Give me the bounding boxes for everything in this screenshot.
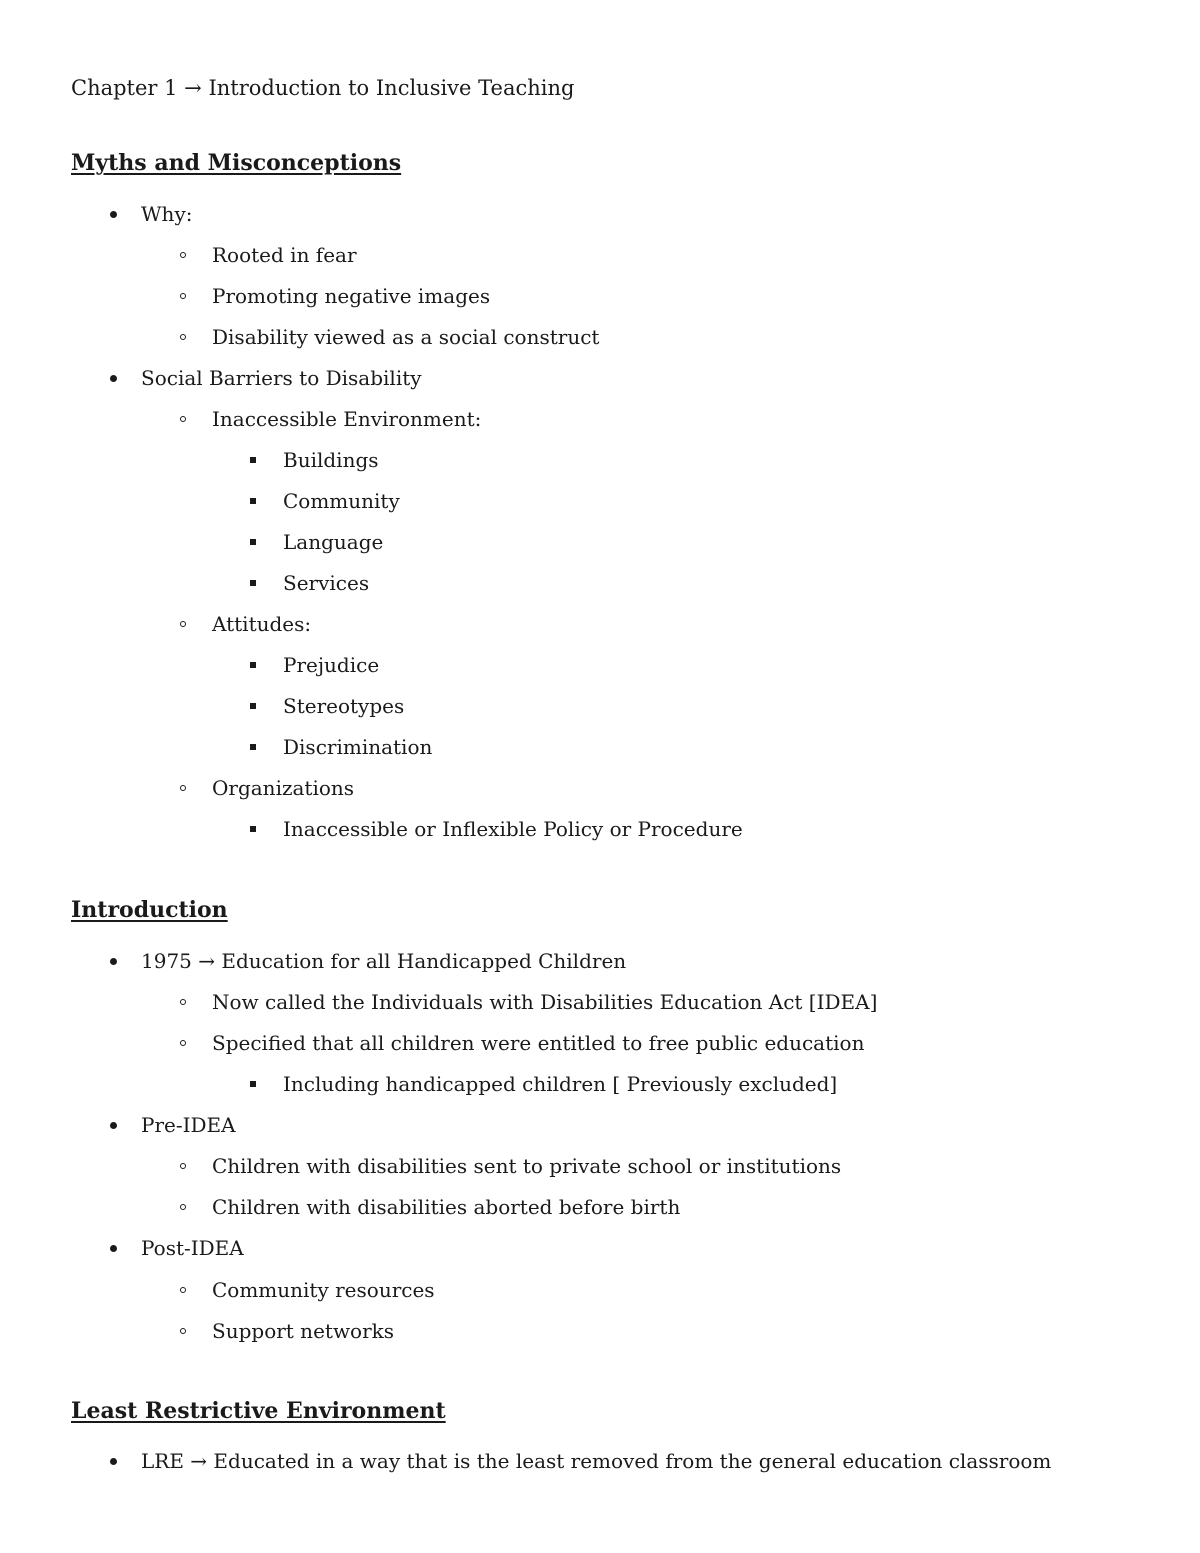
list-item [141, 947, 626, 975]
bullet-disc-icon [110, 1458, 117, 1465]
list-item [212, 774, 354, 802]
bullet-square-icon [250, 826, 256, 832]
section-heading-myths: Myths and Misconceptions [71, 150, 402, 176]
list-item [283, 815, 743, 843]
bullet-disc-icon [110, 375, 117, 382]
list-item-text: Inaccessible Environment: [212, 407, 482, 431]
list-item-text: Support networks [212, 1319, 395, 1343]
list-item [212, 1317, 394, 1345]
list-item-text: LRE → Educated in a way that is the least removed from the general education classroom [141, 1449, 1052, 1473]
bullet-circle-icon [180, 252, 186, 258]
bullet-disc-icon [110, 1122, 117, 1129]
list-item [212, 282, 490, 310]
bullet-circle-icon [180, 1163, 186, 1169]
chapter-title: Chapter 1 → Introduction to Inclusive Teaching [71, 76, 575, 100]
list-item-text: Now called the Individuals with Disabilities Education Act [IDEA] [212, 990, 878, 1014]
list-item-text: Pre-IDEA [141, 1113, 236, 1137]
list-item [212, 323, 599, 351]
bullet-circle-icon [180, 999, 186, 1005]
list-item-text: Community resources [212, 1278, 435, 1302]
list-item-text: Discrimination [283, 735, 433, 759]
list-item [212, 1152, 841, 1180]
list-item-text: Children with disabilities aborted before birth [212, 1195, 681, 1219]
list-item-text: Organizations [212, 776, 355, 800]
list-item [283, 446, 379, 474]
list-item [212, 1276, 435, 1304]
list-item-text: Social Barriers to Disability [141, 366, 422, 390]
list-item-text: Stereotypes [283, 694, 405, 718]
bullet-disc-icon [110, 958, 117, 965]
bullet-circle-icon [180, 293, 186, 299]
list-item-text: 1975 → Education for all Handicapped Children [141, 949, 627, 973]
list-item-text: Services [283, 571, 370, 595]
list-item [141, 1111, 236, 1139]
list-item [283, 733, 432, 761]
list-item [283, 569, 369, 597]
list-item [141, 364, 422, 392]
bullet-square-icon [250, 744, 256, 750]
bullet-square-icon [250, 457, 256, 463]
list-item-text: Promoting negative images [212, 284, 491, 308]
list-item-text: Post-IDEA [141, 1236, 244, 1260]
list-item [212, 610, 311, 638]
list-item [283, 651, 379, 679]
bullet-circle-icon [180, 785, 186, 791]
bullet-circle-icon [180, 1040, 186, 1046]
bullet-square-icon [250, 580, 256, 586]
bullet-circle-icon [180, 1287, 186, 1293]
list-item [212, 1193, 680, 1221]
list-item-text: Rooted in fear [212, 243, 357, 267]
list-item-text: Including handicapped children [ Previously excluded] [283, 1072, 838, 1096]
bullet-circle-icon [180, 1328, 186, 1334]
bullet-square-icon [250, 662, 256, 668]
list-item [283, 528, 383, 556]
bullet-square-icon [250, 539, 256, 545]
bullet-square-icon [250, 703, 256, 709]
list-item-text: Why: [141, 202, 193, 226]
bullet-circle-icon [180, 334, 186, 340]
list-item-text: Language [283, 530, 384, 554]
list-item-text: Children with disabilities sent to private school or institutions [212, 1154, 842, 1178]
list-item-text: Community [283, 489, 400, 513]
list-item [212, 405, 481, 433]
list-item [212, 988, 877, 1016]
list-item-text: Attitudes: [212, 612, 312, 636]
list-item-text: Inaccessible or Inflexible Policy or Procedure [283, 817, 743, 841]
bullet-disc-icon [110, 211, 117, 218]
bullet-square-icon [250, 1081, 256, 1087]
list-item-text: Prejudice [283, 653, 380, 677]
list-item-text: Specified that all children were entitled to free public education [212, 1031, 865, 1055]
list-item-text: Disability viewed as a social construct [212, 325, 600, 349]
section-heading-lre: Least Restrictive Environment [71, 1398, 446, 1424]
bullet-square-icon [250, 498, 256, 504]
bullet-circle-icon [180, 621, 186, 627]
section-heading-introduction: Introduction [71, 897, 228, 923]
list-item [283, 692, 404, 720]
list-item [141, 200, 192, 228]
list-item [212, 1029, 864, 1057]
list-item [283, 487, 400, 515]
bullet-circle-icon [180, 1204, 186, 1210]
list-item [141, 1234, 244, 1262]
bullet-circle-icon [180, 416, 186, 422]
list-item [141, 1447, 1051, 1475]
list-item [283, 1070, 837, 1098]
bullet-disc-icon [110, 1245, 117, 1252]
list-item [212, 241, 357, 269]
list-item-text: Buildings [283, 448, 379, 472]
